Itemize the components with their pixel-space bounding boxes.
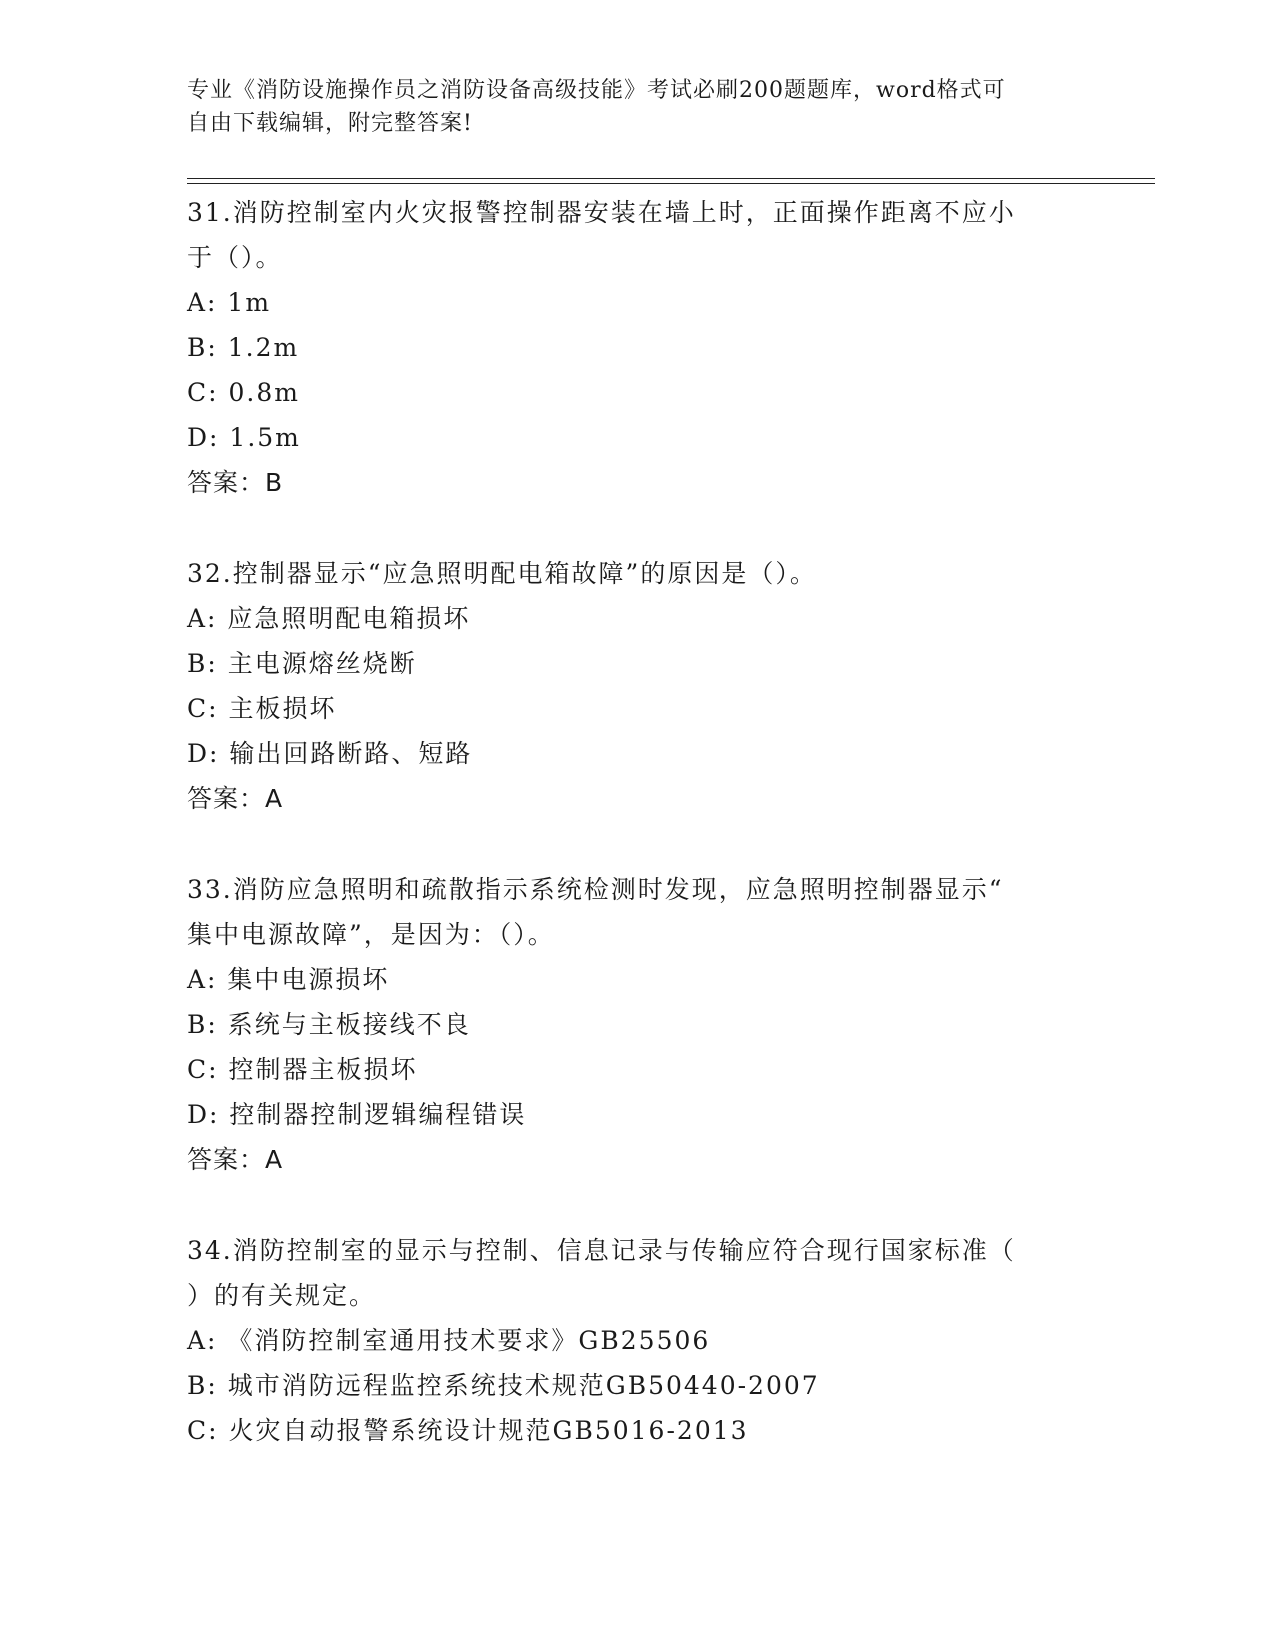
question-32	[187, 551, 1087, 821]
question-31	[187, 190, 1087, 505]
option-d: D: 1.5m	[187, 423, 301, 452]
question-stem-line-2: 集中电源故障”，是因为：（）。	[187, 920, 555, 949]
question-stem-line-1: 33.消防应急照明和疏散指示系统检测时发现，应急照明控制器显示“	[187, 875, 1004, 904]
option-c: C: 控制器主板损坏	[187, 1055, 418, 1084]
option-b: B: 系统与主板接线不良	[187, 1010, 471, 1039]
option-b: B: 1.2m	[187, 333, 300, 362]
answer-line: 答案：A	[187, 1145, 284, 1174]
question-stem-line-2: 于（）。	[187, 243, 283, 272]
header-divider-bottom	[187, 183, 1155, 184]
option-d: D: 输出回路断路、短路	[187, 739, 473, 768]
question-stem-line-1: 31.消防控制室内火灾报警控制器安装在墙上时，正面操作距离不应小	[187, 198, 1016, 227]
header-line-1: 专业《消防设施操作员之消防设备高级技能》考试必刷200题题库，word格式可	[187, 78, 1006, 103]
option-d: D: 控制器控制逻辑编程错误	[187, 1100, 527, 1129]
header-line-2: 自由下载编辑，附完整答案!	[187, 111, 473, 136]
option-a: A: 集中电源损坏	[187, 965, 390, 994]
option-a: A: 应急照明配电箱损坏	[187, 604, 471, 633]
option-c: C: 火灾自动报警系统设计规范GB5016-2013	[187, 1416, 749, 1445]
option-c: C: 主板损坏	[187, 694, 337, 723]
option-a: A: 1m	[187, 288, 272, 317]
option-a: A: 《消防控制室通用技术要求》GB25506	[187, 1326, 711, 1355]
question-33	[187, 867, 1087, 1182]
option-b: B: 城市消防远程监控系统技术规范GB50440-2007	[187, 1371, 820, 1400]
answer-line: 答案：B	[187, 468, 284, 497]
question-stem-line-1: 34.消防控制室的显示与控制、信息记录与传输应符合现行国家标准（	[187, 1236, 1016, 1265]
question-34	[187, 1228, 1087, 1453]
question-list	[187, 190, 1087, 1499]
option-b: B: 主电源熔丝烧断	[187, 649, 417, 678]
question-stem-line-1: 32.控制器显示“应急照明配电箱故障”的原因是（）。	[187, 559, 817, 588]
document-header	[187, 74, 1087, 140]
answer-line: 答案：A	[187, 784, 284, 813]
header-divider-top	[187, 178, 1155, 179]
question-stem-line-2: ）的有关规定。	[187, 1281, 377, 1310]
option-c: C: 0.8m	[187, 378, 300, 407]
